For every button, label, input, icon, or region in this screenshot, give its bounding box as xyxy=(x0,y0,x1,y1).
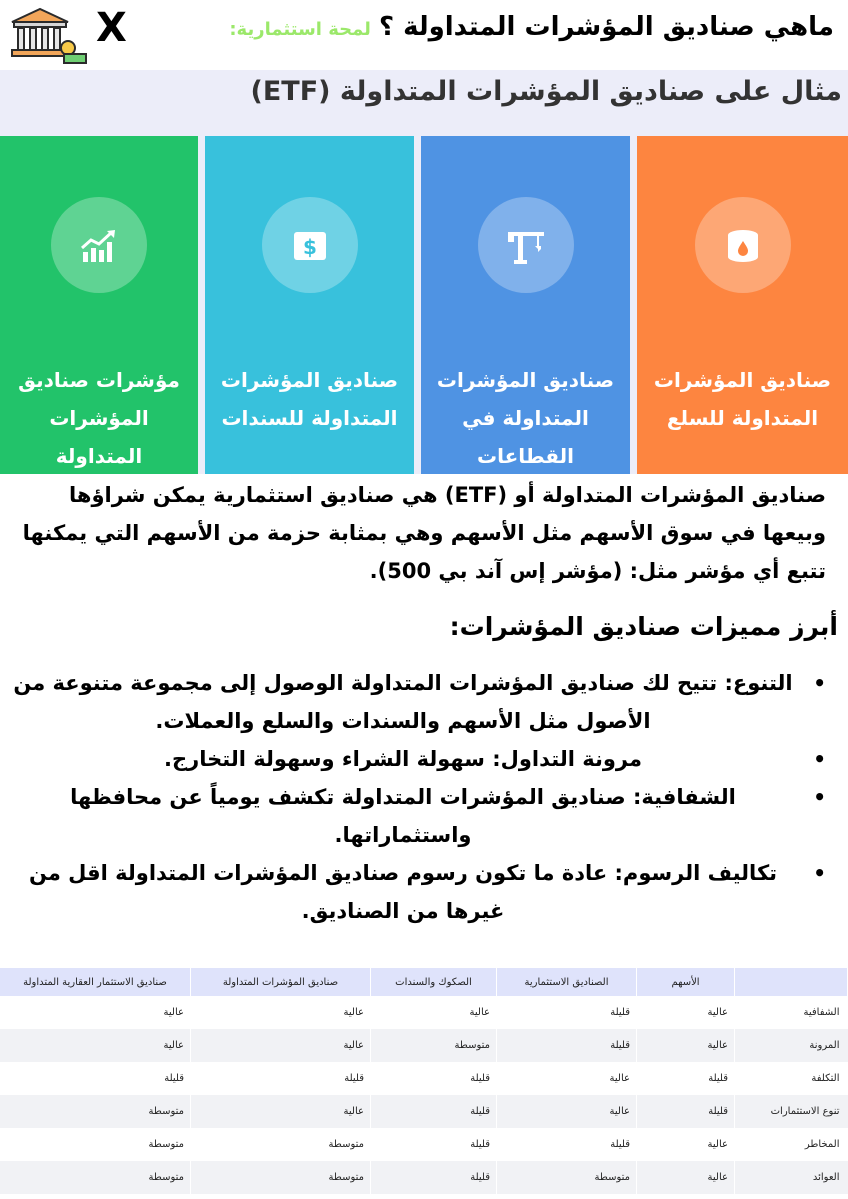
table-cell: عالية xyxy=(637,1161,735,1194)
card-index-etf xyxy=(0,136,198,474)
table-row-label: المخاطر xyxy=(735,1128,848,1161)
table-cell: قليلة xyxy=(497,1128,637,1161)
page-title xyxy=(229,12,834,42)
table-row xyxy=(0,1029,848,1062)
table-cell: عالية xyxy=(0,1029,191,1062)
card-bond-etf xyxy=(205,136,414,474)
feature-item-diversity: • التنوع: تتيح لك صناديق المؤشرات المتداولة الوصول إلى مجموعة متنوعة من الأصول مثل الأسهم والسندات والسلع والعملات. xyxy=(10,664,838,740)
table-cell: متوسطة xyxy=(0,1161,191,1194)
table-cell: قليلة xyxy=(371,1062,497,1095)
table-cell: متوسطة xyxy=(191,1161,371,1194)
table-row-label: تنوع الاستثمارات xyxy=(735,1095,848,1128)
table-cell: قليلة xyxy=(497,1029,637,1062)
table-cell: قليلة xyxy=(371,1161,497,1194)
intro-paragraph: صناديق المؤشرات المتداولة أو (ETF) هي صناديق استثمارية يمكن شراؤها وبيعها في سوق الأسهم مثل الأسهم وهي بمثابة حزمة من الأسهم التي يمكنها تتبع أي مؤشر مثل: (مؤشر إس آند بي 500). xyxy=(22,483,826,583)
card-label-line: صناديق المؤشرات xyxy=(653,368,832,392)
table-row xyxy=(0,1062,848,1095)
table-header xyxy=(735,968,848,996)
table-cell: عالية xyxy=(0,996,191,1029)
table-cell: قليلة xyxy=(497,996,637,1029)
page-title-text: ماهي صناديق المؤشرات المتداولة ؟ xyxy=(378,12,834,42)
card-label-line: المتداولة في القطاعات xyxy=(462,406,589,468)
table-cell: عالية xyxy=(371,996,497,1029)
table-header: صناديق المؤشرات المتداولة xyxy=(191,968,371,996)
feature-item-transparency: • الشفافية: صناديق المؤشرات المتداولة تكشف يومياً عن محافظها واستثماراتها. xyxy=(10,778,838,854)
table-cell: عالية xyxy=(191,996,371,1029)
table-cell: قليلة xyxy=(637,1062,735,1095)
page-header xyxy=(0,0,848,70)
table-row-label: التكلفة xyxy=(735,1062,848,1095)
table-cell: قليلة xyxy=(371,1095,497,1128)
etf-examples-banner xyxy=(0,70,848,474)
table-cell: متوسطة xyxy=(497,1161,637,1194)
feature-item-flexibility: • مرونة التداول: سهولة الشراء وسهولة التخارج. xyxy=(10,740,838,778)
table-cell: متوسطة xyxy=(371,1029,497,1062)
table-cell: عالية xyxy=(191,1095,371,1128)
card-label xyxy=(647,361,838,437)
card-label xyxy=(10,361,188,475)
table-header: الأسهم xyxy=(637,968,735,996)
card-label-line: صناديق المؤشرات xyxy=(220,368,399,392)
features-list xyxy=(10,664,838,930)
table-cell: عالية xyxy=(637,1029,735,1062)
table-cell: متوسطة xyxy=(191,1128,371,1161)
bank-money-icon xyxy=(8,6,88,64)
comparison-table xyxy=(0,968,848,1194)
dollar-bill-icon xyxy=(290,228,330,264)
table-row xyxy=(0,1161,848,1194)
table-row-label: المرونة xyxy=(735,1029,848,1062)
table-row-label: الشفافية xyxy=(735,996,848,1029)
features-heading: أبرز مميزات صناديق المؤشرات: xyxy=(449,612,838,641)
table-header: الصكوك والسندات xyxy=(371,968,497,996)
table-cell: عالية xyxy=(497,1095,637,1128)
table-row xyxy=(0,996,848,1029)
table-cell: قليلة xyxy=(191,1062,371,1095)
table-header: الصناديق الاستثمارية xyxy=(497,968,637,996)
table-cell: متوسطة xyxy=(0,1095,191,1128)
table-cell: عالية xyxy=(637,996,735,1029)
comparison-table-grid xyxy=(0,968,848,1194)
table-row xyxy=(0,1128,848,1161)
card-commodities-etf xyxy=(637,136,848,474)
table-cell: عالية xyxy=(497,1062,637,1095)
card-label xyxy=(215,361,404,437)
brand-label: لمحة استثمارية: xyxy=(229,19,371,40)
table-row-label: العوائد xyxy=(735,1161,848,1194)
table-cell: عالية xyxy=(191,1029,371,1062)
table-cell: قليلة xyxy=(371,1128,497,1161)
table-cell: عالية xyxy=(637,1128,735,1161)
construction-crane-icon xyxy=(506,228,546,264)
oil-barrel-icon xyxy=(723,228,763,264)
feature-item-fees: • تكاليف الرسوم: عادة ما تكون رسوم صناديق المؤشرات المتداولة اقل من غيرها من الصناديق. xyxy=(10,854,838,930)
card-label-line: صناديق المؤشرات xyxy=(436,368,615,392)
table-cell: قليلة xyxy=(0,1062,191,1095)
etf-type-cards xyxy=(0,136,848,474)
table-row xyxy=(0,1095,848,1128)
card-sector-etf xyxy=(421,136,630,474)
svg-text:$: $ xyxy=(302,235,317,259)
growth-chart-icon xyxy=(79,228,119,264)
card-label-line: المتداولة للسلع xyxy=(666,406,819,430)
card-label-line: المؤشرات المتداولة xyxy=(49,406,149,468)
banner-title: مثال على صناديق المؤشرات المتداولة (ETF) xyxy=(250,76,842,107)
table-header: صناديق الاستثمار العقارية المتداولة xyxy=(0,968,191,996)
card-label xyxy=(431,361,620,475)
card-label-line: مؤشرات صناديق xyxy=(18,368,180,392)
table-cell: قليلة xyxy=(637,1095,735,1128)
x-logo: X xyxy=(96,5,127,51)
card-label-line: المتداولة للسندات xyxy=(221,406,398,430)
table-header-row xyxy=(0,968,848,996)
table-cell: متوسطة xyxy=(0,1128,191,1161)
